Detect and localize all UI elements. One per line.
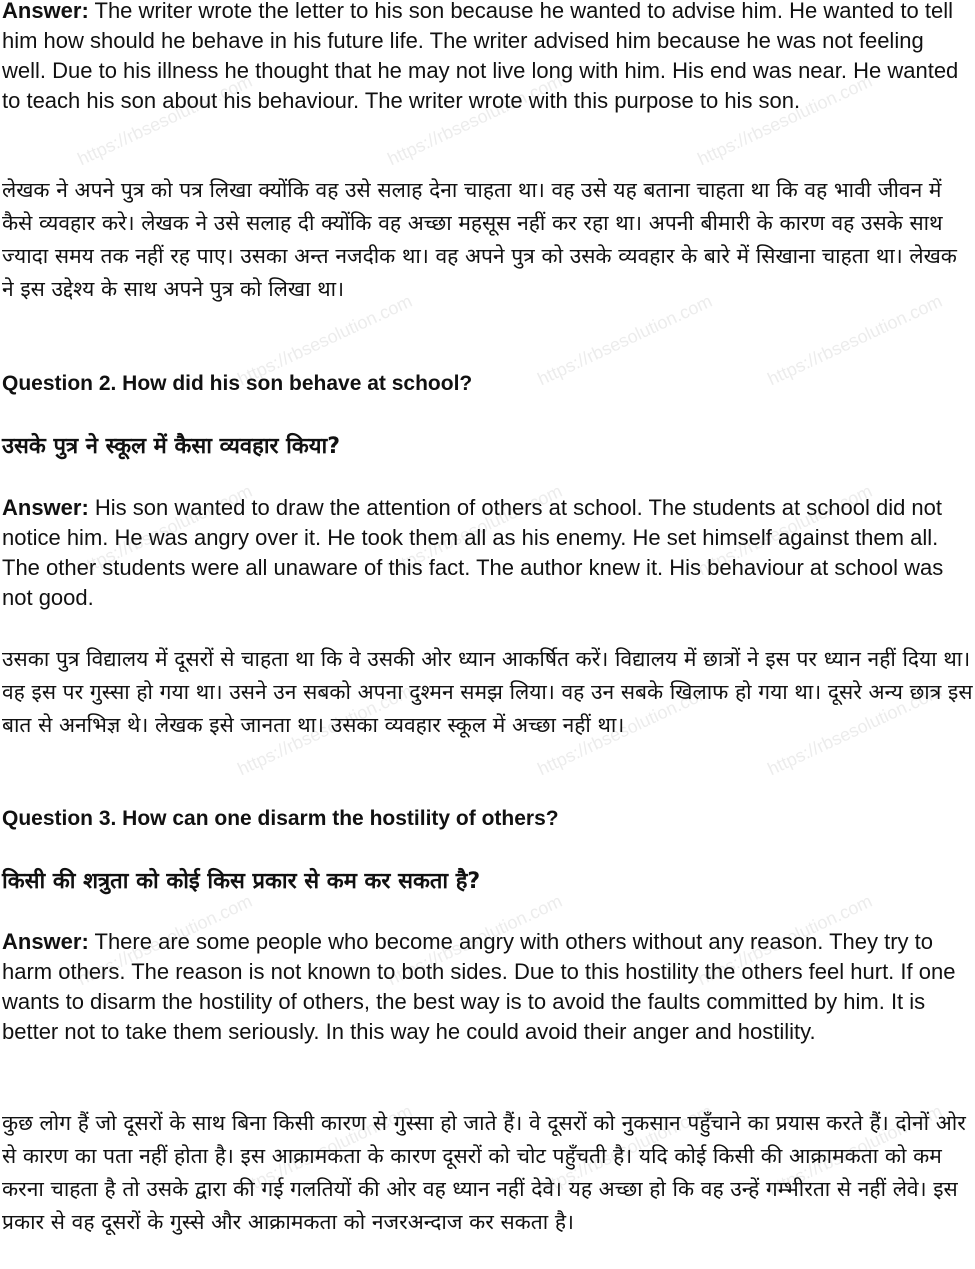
watermark: https://rbsesolution.com [534,1100,716,1200]
watermark: https://rbsesolution.com [74,70,256,170]
answer-text: There are some people who become angry with others without any reason. They try to harm others. The reason is not known to both sides. Due to this hostility the others feel hurt. If one wants to disarm the hostility of others, the best way is to avoid the faults committed by him. It is better not to take them seriously. In this way he could avoid their anger and hostility. [2,929,956,1044]
answer-text: His son wanted to draw the attention of others at school. The students at school did not notice him. He was angry over it. He took them all as his enemy. He set himself against them all. The other students were all unaware of this fact. The author knew it. His behaviour at school was not good. [2,495,944,610]
answer-1-english [2,0,972,116]
watermark: https://rbsesolution.com [74,480,256,580]
answer-1-hindi: लेखक ने अपने पुत्र को पत्र लिखा क्योंकि वह उसे सलाह देना चाहता था। वह उसे यह बताना चाहता था कि वह भावी जीवन में कैसे व्यवहार करे। लेखक ने उसे सलाह दी क्योंकि वह अच्छा महसूस नहीं कर रहा था। अपनी बीमारी के कारण वह उसके साथ ज्यादा समय तक नहीं रह पाए। उसका अन्त नजदीक था। वह अपने पुत्र को उसके व्यवहार के बारे में सिखाना चाहता था। लेखक ने इस उद्देश्य के साथ अपने पुत्र को लिखा था। [2,178,957,301]
watermark: https://rbsesolution.com [764,1100,946,1200]
answer-label: Answer: [2,929,89,954]
watermark: https://rbsesolution.com [534,680,716,780]
answer-2-english [2,493,957,613]
watermark: https://rbsesolution.com [694,890,876,990]
question-2-hindi: उसके पुत्र ने स्कूल में कैसा व्यवहार किया? [2,434,340,459]
answer-text: The writer wrote the letter to his son because he wanted to advise him. He wanted to tell him how should he behave in his future life. The writer advised him because he was not feeling well. Due to his illness he thought that he may not live long with him. His end was near. He wanted to teach his son about his behaviour. The writer wrote with this purpose to his son. [2,0,959,113]
answer-3-english [2,927,970,1047]
watermark: https://rbsesolution.com [234,1100,416,1200]
question-3-hindi: किसी की शत्रुता को कोई किस प्रकार से कम कर सकता है? [2,869,481,894]
watermark: https://rbsesolution.com [764,680,946,780]
watermark: https://rbsesolution.com [234,680,416,780]
answer-3-hindi: कुछ लोग हैं जो दूसरों के साथ बिना किसी कारण से गुस्सा हो जाते हैं। वे दूसरों को नुकसान पहुँचाने का प्रयास करते हैं। दोनों ओर से कारण का पता नहीं होता है। इस आक्रामकता के कारण दूसरों को चोट पहुँचती है। यदि कोई किसी की आक्रामकता को कम करना चाहता है तो उसके द्वारा की गई गलतियों की ओर वह ध्यान नहीं देवे। यह अच्छा हो कि वह उन्हें गम्भीरता से नहीं लेवे। इस प्रकार से वह दूसरों के गुस्से और आक्रामकता को नजरअन्दाज कर सकता है। [2,1111,966,1234]
watermark: https://rbsesolution.com [384,890,566,990]
watermark: https://rbsesolution.com [764,290,946,390]
watermark: https://rbsesolution.com [234,290,416,390]
question-3-english: Question 3. How can one disarm the hostility of others? [2,807,559,830]
watermark: https://rbsesolution.com [74,890,256,990]
answer-2-hindi: उसका पुत्र विद्यालय में दूसरों से चाहता था कि वे उसकी ओर ध्यान आकर्षित करें। विद्यालय में छात्रों ने इस पर ध्यान नहीं दिया था। वह इस पर गुस्सा हो गया था। उसने उन सबको अपना दुश्मन समझ लिया। वह उन सबके खिलाफ हो गया था। दूसरे अन्य छात्र इस बात से अनभिज्ञ थे। लेखक इसे जानता था। उसका व्यवहार स्कूल में अच्छा नहीं था। [2,647,973,737]
answer-label: Answer: [2,0,89,23]
watermark: https://rbsesolution.com [384,480,566,580]
watermark: https://rbsesolution.com [384,70,566,170]
question-2-english: Question 2. How did his son behave at school? [2,372,473,395]
answer-label: Answer: [2,495,89,520]
watermark: https://rbsesolution.com [534,290,716,390]
watermark: https://rbsesolution.com [694,480,876,580]
watermark: https://rbsesolution.com [694,70,876,170]
